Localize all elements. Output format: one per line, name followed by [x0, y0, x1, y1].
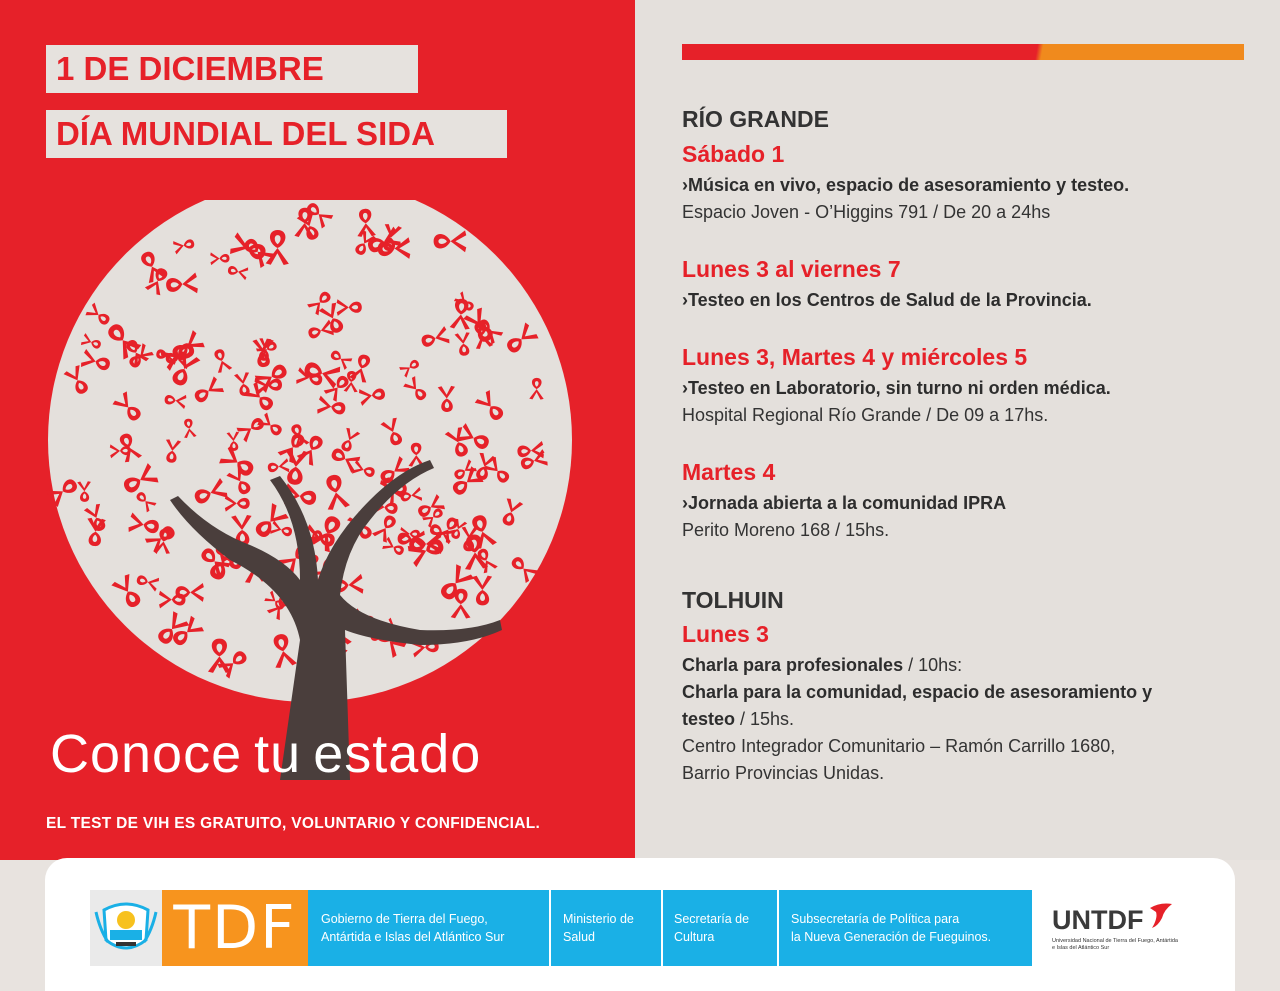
tolhuin-line-1-bold: Charla para profesionales — [682, 655, 904, 675]
province-shield-icon — [90, 890, 162, 966]
event-activity: ›Testeo en los Centros de Salud de la Provincia. — [682, 290, 1092, 310]
tolhuin-line-3 — [682, 709, 794, 730]
event-day: Lunes 3 al viernes 7 — [682, 256, 901, 282]
tdf-logo: TDF — [162, 890, 308, 966]
ministry-line-2: Salud — [563, 930, 595, 944]
tolhuin-line-3-bold: testeo — [682, 709, 736, 729]
subsecretary-line-2: la Nueva Generación de Fueguinos. — [791, 930, 992, 944]
accent-bar — [682, 44, 1244, 60]
tolhuin-line-3-rest: / 15hs. — [735, 709, 795, 729]
subsecretary-line-1: Subsecretaría de Política para — [791, 912, 960, 926]
slogan-part-2: tu — [254, 724, 302, 784]
secretary-cell — [674, 890, 774, 966]
tolhuin-line-1 — [682, 655, 962, 676]
institutions-bar — [308, 890, 1032, 966]
ministry-cell — [563, 890, 663, 966]
event-activity: ›Testeo en Laboratorio, sin turno ni orden médica. — [682, 378, 1111, 398]
event-place: Hospital Regional Río Grande / De 09 a 17hs. — [682, 405, 1049, 425]
bird-logo-icon — [1148, 900, 1174, 930]
gov-line-2: Antártida e Islas del Atlántico Sur — [321, 930, 505, 944]
tolhuin-line-4: Centro Integrador Comunitario – Ramón Carrillo 1680, — [682, 736, 1116, 756]
event-day: Martes 4 — [682, 459, 776, 485]
event-activity: ›Jornada abierta a la comunidad IPRA — [682, 493, 1007, 513]
date-title: 1 DE DICIEMBRE — [46, 45, 418, 93]
slogan-part-3: estado — [313, 724, 482, 784]
event-title: DÍA MUNDIAL DEL SIDA — [46, 110, 507, 158]
tolhuin-line-5: Barrio Provincias Unidas. — [682, 763, 885, 783]
secretary-line-2: Cultura — [674, 930, 715, 944]
gov-cell — [321, 890, 551, 966]
event-activity: ›Música en vivo, espacio de asesoramiento y testeo. — [682, 175, 1130, 195]
divider — [549, 890, 551, 966]
city-tolhuin: TOLHUIN — [682, 587, 784, 613]
untdf-logo: UNTDF — [1052, 905, 1144, 935]
gov-line-1: Gobierno de Tierra del Fuego, — [321, 912, 488, 926]
slogan-part-1: Conoce — [50, 724, 243, 784]
untdf-subtitle: Universidad Nacional de Tierra del Fuego, Antártida e Islas del Atlántico Sur — [1052, 938, 1178, 951]
event-place: Espacio Joven - O’Higgins 791 / De 20 a 24hs — [682, 202, 1051, 222]
ministry-line-1: Ministerio de — [563, 912, 634, 926]
city-rio-grande: RÍO GRANDE — [682, 106, 829, 132]
tolhuin-day: Lunes 3 — [682, 621, 769, 647]
secretary-line-1: Secretaría de — [674, 912, 750, 926]
ribbon-tree-illustration — [0, 200, 635, 780]
event-day: Sábado 1 — [682, 141, 785, 167]
event-place: Perito Moreno 168 / 15hs. — [682, 520, 890, 540]
divider — [777, 890, 779, 966]
tolhuin-line-2: Charla para la comunidad, espacio de asesoramiento y — [682, 682, 1153, 702]
test-note: EL TEST DE VIH ES GRATUITO, VOLUNTARIO Y CONFIDENCIAL. — [46, 815, 541, 832]
divider — [661, 890, 663, 966]
subsecretary-cell — [791, 890, 1026, 966]
tolhuin-line-1-rest: / 10hs: — [903, 655, 963, 675]
slogan — [50, 723, 481, 793]
event-day: Lunes 3, Martes 4 y miércoles 5 — [682, 344, 1028, 370]
